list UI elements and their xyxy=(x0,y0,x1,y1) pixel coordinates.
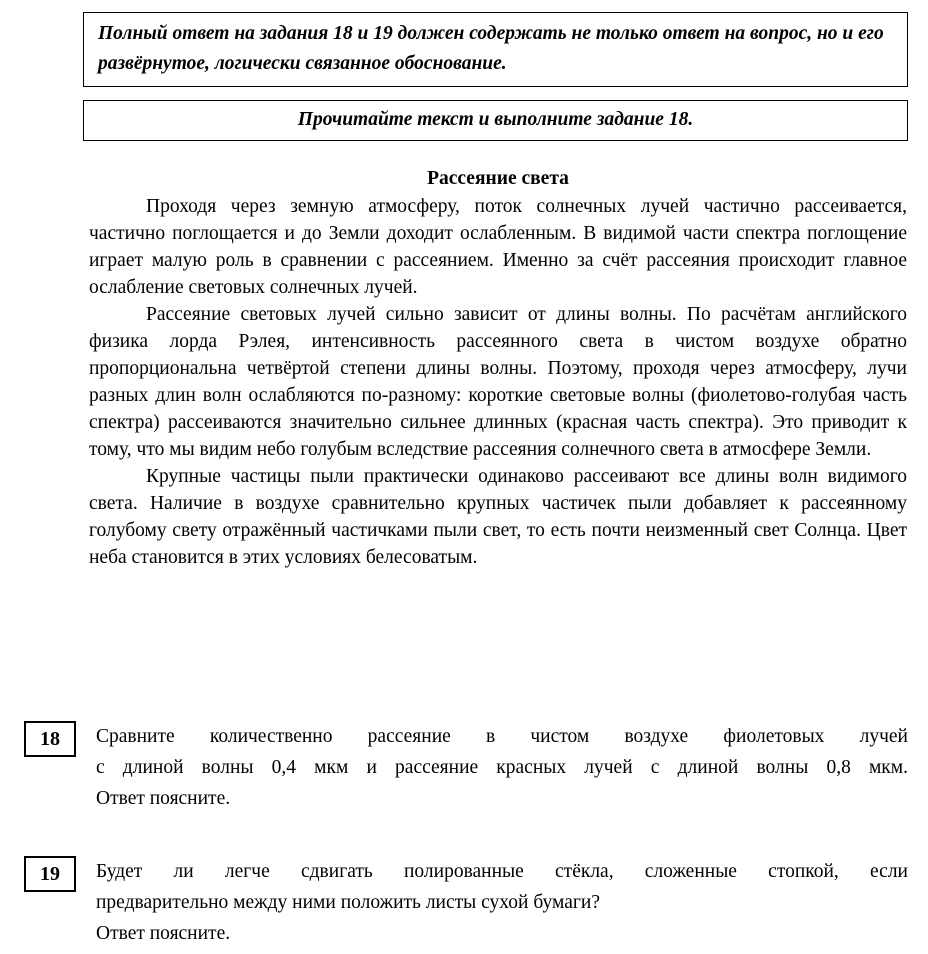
question-18-line-3: Ответ поясните. xyxy=(96,788,231,809)
question-18-line-2: с длиной волны 0,4 мкм и рассеяние красных лучей с длиной волны 0,8 мкм. xyxy=(96,757,908,778)
article-paragraph-2: Рассеяние световых лучей сильно зависит от длины волны. По расчётам английского физика лорда Рэлея, интенсивность рассеянного света в чистом воздухе обратно пропорциональна четвёртой степени длины волны. Поэтому, проходя через атмосферу, лучи разных длин волн ослабляются по-разному: короткие световые волны (фиолетово-голубая часть спектра) рассеиваются значительно сильнее длинных (красная часть спектра). Это приводит к тому, что мы видим небо голубым вследствие рассеяния солнечного света в атмосфере Земли. xyxy=(89,304,907,460)
question-19-line-2: предварительно между ними положить листы сухой бумаги? xyxy=(96,892,600,913)
question-block-18 xyxy=(24,721,908,814)
article-title: Рассеяние света xyxy=(427,168,569,189)
question-text-19 xyxy=(96,856,908,949)
article-paragraph-1: Проходя через земную атмосферу, поток солнечных лучей частично рассеивается, частично поглощается и до Земли доходит ослабленным. В видимой части спектра поглощение играет малую роль в сравнении с рассеянием. Именно за счёт рассеяния происходит главное ослабление световых солнечных лучей. xyxy=(89,196,907,298)
question-18-line-1: Сравните количественно рассеяние в чистом воздухе фиолетовых лучей xyxy=(96,726,908,747)
question-block-19 xyxy=(24,856,908,949)
question-19-line-3: Ответ поясните. xyxy=(96,923,231,944)
article-paragraph-3: Крупные частицы пыли практически одинаково рассеивают все длины волн видимого света. Наличие в воздухе сравнительно крупных частичек пыли добавляет к рассеянному голубому свету отражённый частичками пыли свет, то есть почти неизменный свет Солнца. Цвет неба становится в этих условиях белесоватым. xyxy=(89,466,907,568)
answer-requirement-notice: Полный ответ на задания 18 и 19 должен содержать не только ответ на вопрос, но и его развёрнутое, логически связанное обоснование. xyxy=(83,12,908,87)
question-number-19: 19 xyxy=(24,856,76,892)
article xyxy=(89,165,907,571)
read-text-notice: Прочитайте текст и выполните задание 18. xyxy=(83,100,908,141)
question-text-18 xyxy=(96,721,908,814)
question-number-18: 18 xyxy=(24,721,76,757)
question-19-line-1: Будет ли легче сдвигать полированные стёкла, сложенные стопкой, если xyxy=(96,861,908,882)
